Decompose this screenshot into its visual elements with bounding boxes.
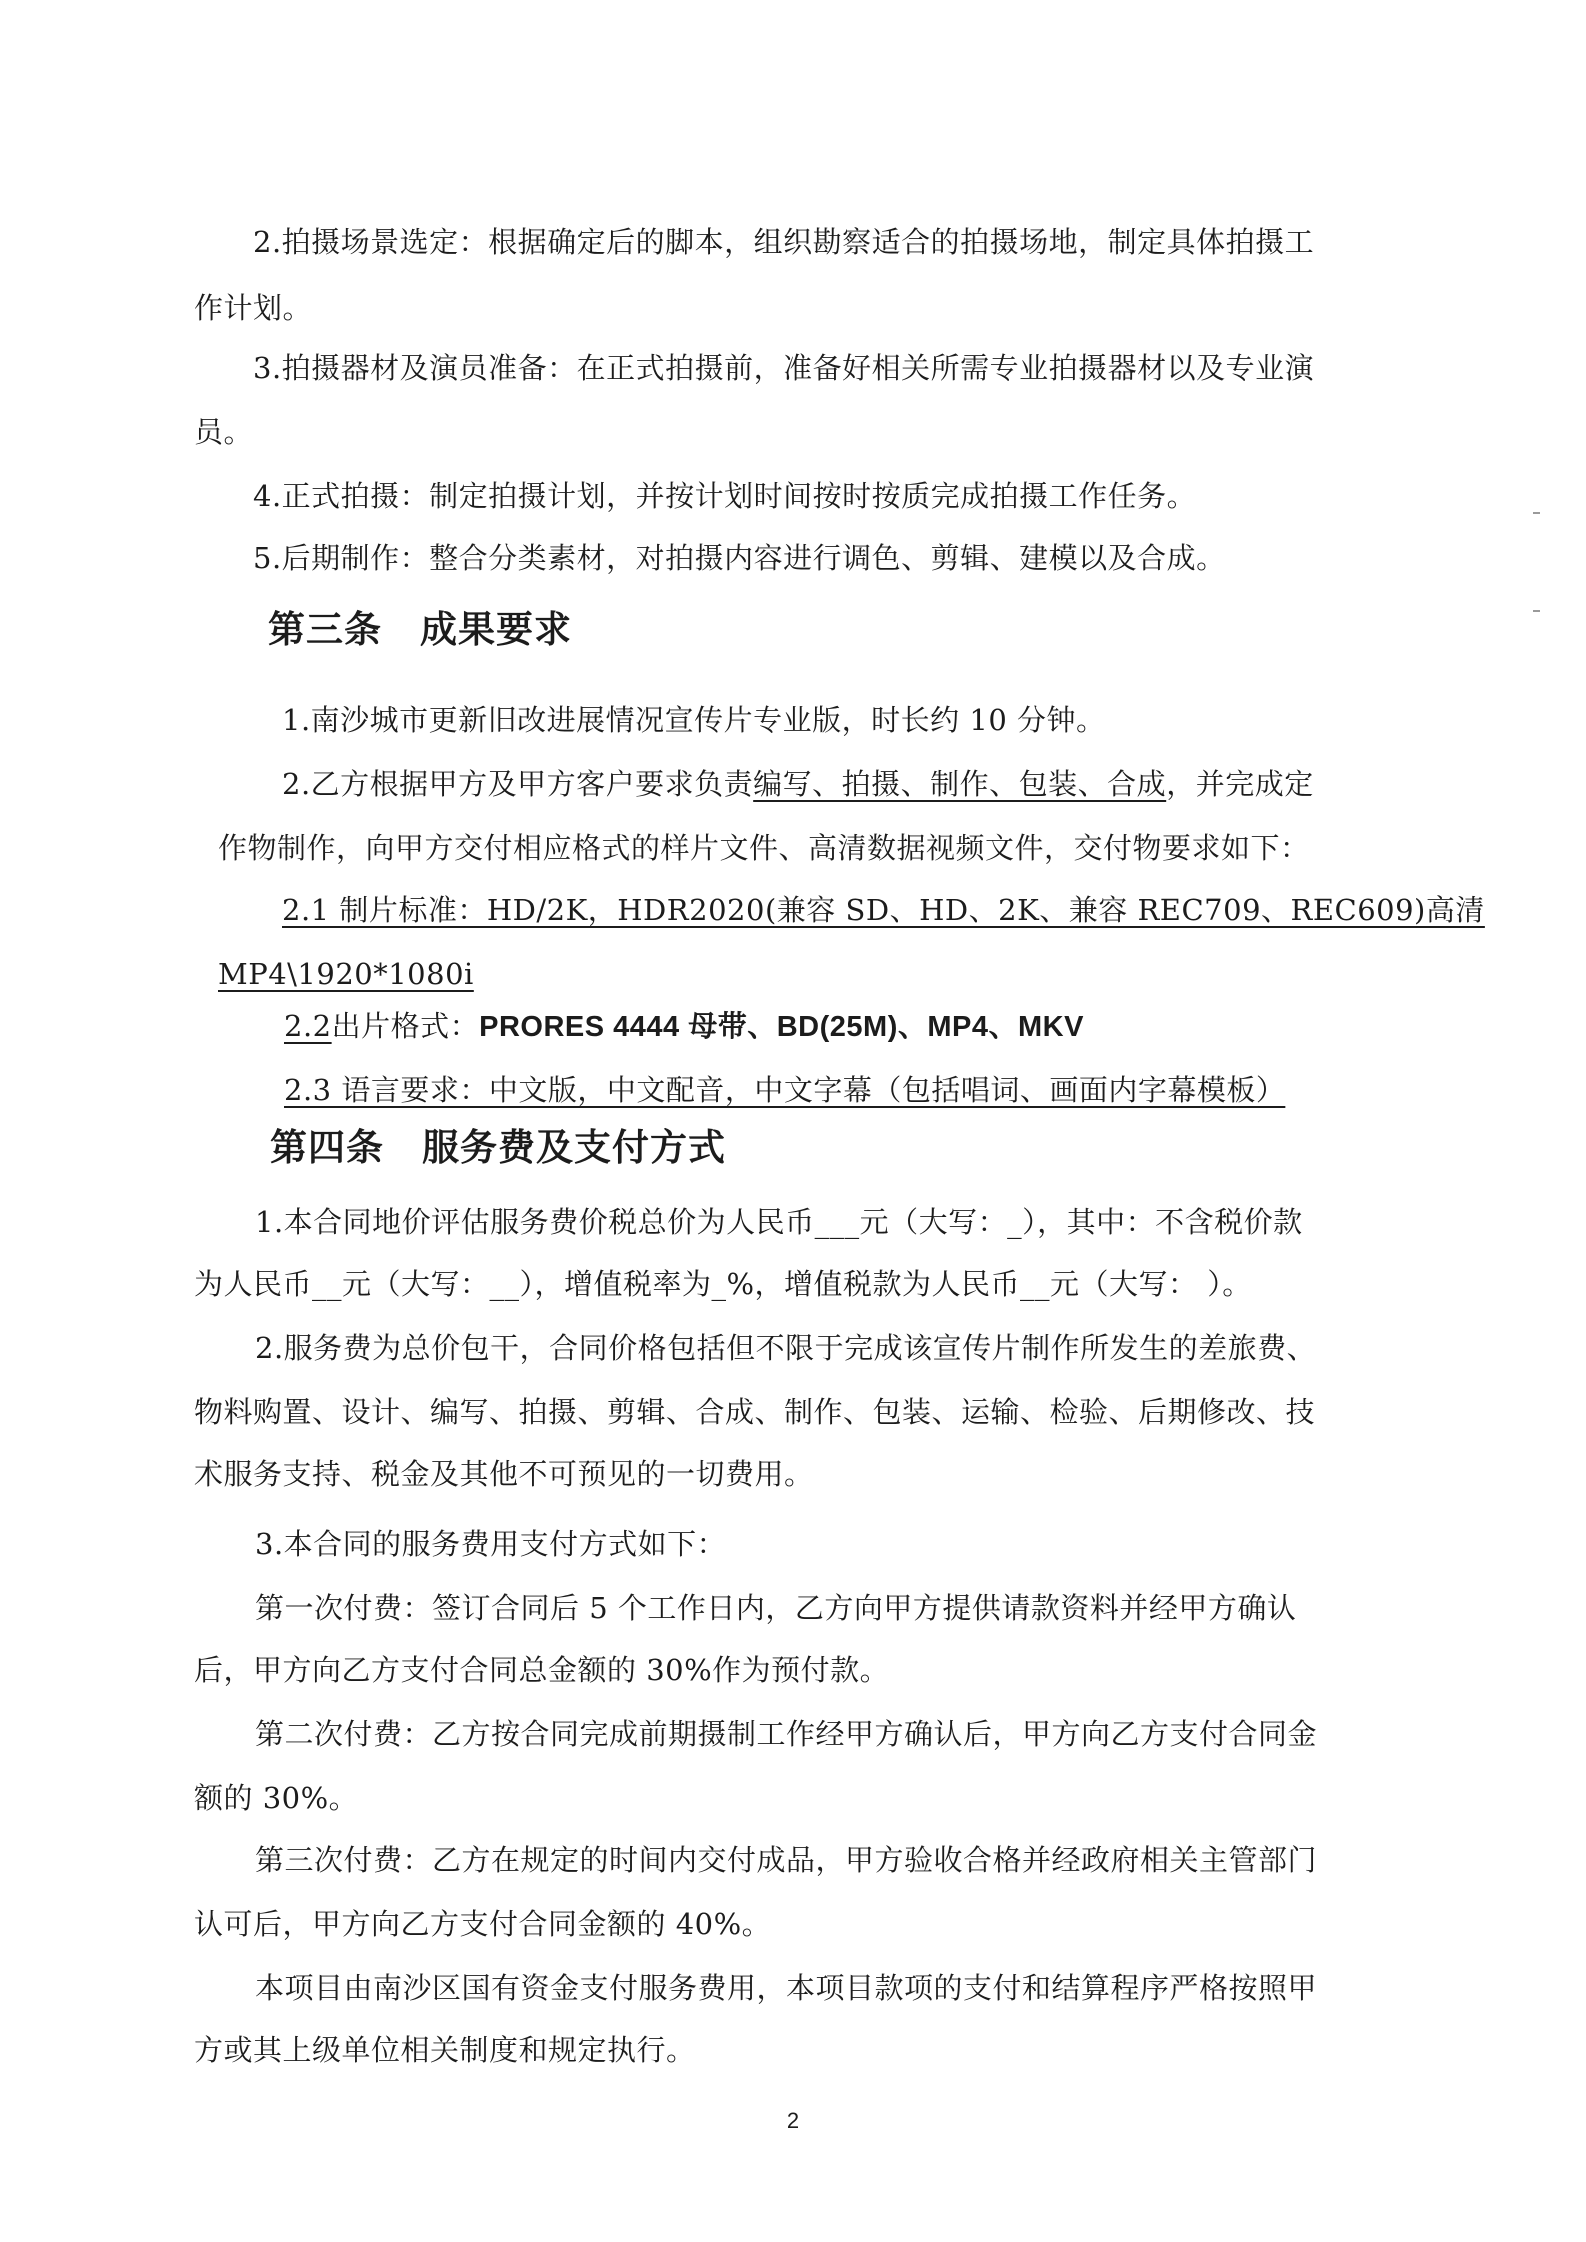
output-format-values: PRORES 4444 母带、BD(25M)、MP4、MKV [479,1011,1084,1043]
article-4-heading [270,1124,726,1172]
third-payment-line-cont: 认可后，甲方向乙方支付合同金额的 40%。 [194,1907,772,1941]
equipment-prep-line-cont: 员。 [194,415,254,449]
second-payment-line: 第二次付费：乙方按合同完成前期摄制工作经甲方确认后，甲方向乙方支付合同金 [255,1717,1318,1751]
shooting-location-line: 2.拍摄场景选定：根据确定后的脚本，组织勘察适合的拍摄场地，制定具体拍摄工 [253,225,1315,259]
shooting-location-line-cont: 作计划。 [194,291,313,325]
third-payment-line: 第三次付费：乙方在规定的时间内交付成品，甲方验收合格并经政府相关主管部门 [255,1843,1318,1877]
article-3-number: 第三条 [268,608,382,651]
article-3-title: 成果要求 [420,608,572,651]
output-format-number: 2.2 [284,1009,332,1043]
payment-method-intro: 3.本合同的服务费用支付方式如下： [255,1527,727,1561]
first-payment-line-cont: 后，甲方向乙方支付合同总金额的 30%作为预付款。 [194,1653,890,1687]
fee-scope-line-3: 术服务支持、税金及其他不可预见的一切费用。 [194,1457,814,1491]
fee-scope-line: 2.服务费为总价包干，合同价格包括但不限于完成该宣传片制作所发生的差旅费、 [255,1331,1317,1365]
page-number: 2 [786,2108,800,2133]
equipment-prep-line: 3.拍摄器材及演员准备：在正式拍摄前，准备好相关所需专业拍摄器材以及专业演 [253,351,1315,385]
funding-note-line: 本项目由南沙区国有资金支付服务费用，本项目款项的支付和结算程序严格按照甲 [255,1971,1318,2005]
first-payment-line: 第一次付费：签订合同后 5 个工作日内，乙方向甲方提供请款资料并经甲方确认 [255,1591,1297,1625]
article-3-heading [268,606,572,654]
deliverable-item-1: 1.南沙城市更新旧改进展情况宣传片专业版，时长约 10 分钟。 [282,703,1106,737]
fee-total-line: 1.本合同地价评估服务费价税总价为人民币___元（大写：_），其中：不含税价款 [255,1205,1303,1239]
fee-total-line-cont: 为人民币__元（大写：__），增值税率为_%，增值税款为人民币__元（大写： ）。 [194,1267,1252,1301]
deliverable-item-2-prefix: 2.乙方根据甲方及甲方客户要求负责 [282,767,754,801]
post-production-line: 5.后期制作：整合分类素材，对拍摄内容进行调色、剪辑、建模以及合成。 [253,541,1226,575]
deliverable-item-2-cont: 作物制作，向甲方交付相应格式的样片文件、高清数据视频文件，交付物要求如下： [218,831,1310,865]
article-4-number: 第四条 [270,1126,384,1169]
deliverable-item-2-suffix: ，并完成定 [1166,767,1314,801]
formal-shooting-line: 4.正式拍摄：制定拍摄计划，并按计划时间按时按质完成拍摄工作任务。 [253,479,1197,513]
scan-mark [1533,610,1540,612]
funding-note-line-cont: 方或其上级单位相关制度和规定执行。 [194,2033,696,2067]
scan-mark [1533,512,1540,514]
deliverable-item-2 [282,764,1314,804]
second-payment-line-cont: 额的 30%。 [194,1781,359,1815]
article-4-title: 服务费及支付方式 [422,1126,726,1169]
output-format-line [284,1006,1084,1047]
production-standard-line: 2.1 制片标准：HD/2K，HDR2020(兼容 SD、HD、2K、兼容 REC709、REC609)高清 [282,893,1485,927]
production-standard-line-cont: MP4\1920*1080i [218,957,474,991]
language-requirement-line: 2.3 语言要求：中文版，中文配音，中文字幕（包括唱词、画面内字幕模板） [284,1073,1286,1107]
fee-scope-line-2: 物料购置、设计、编写、拍摄、剪辑、合成、制作、包装、运输、检验、后期修改、技 [194,1395,1316,1429]
deliverable-item-2-scope: 编写、拍摄、制作、包装、合成 [753,767,1167,801]
output-format-label: 出片格式： [331,1009,480,1043]
